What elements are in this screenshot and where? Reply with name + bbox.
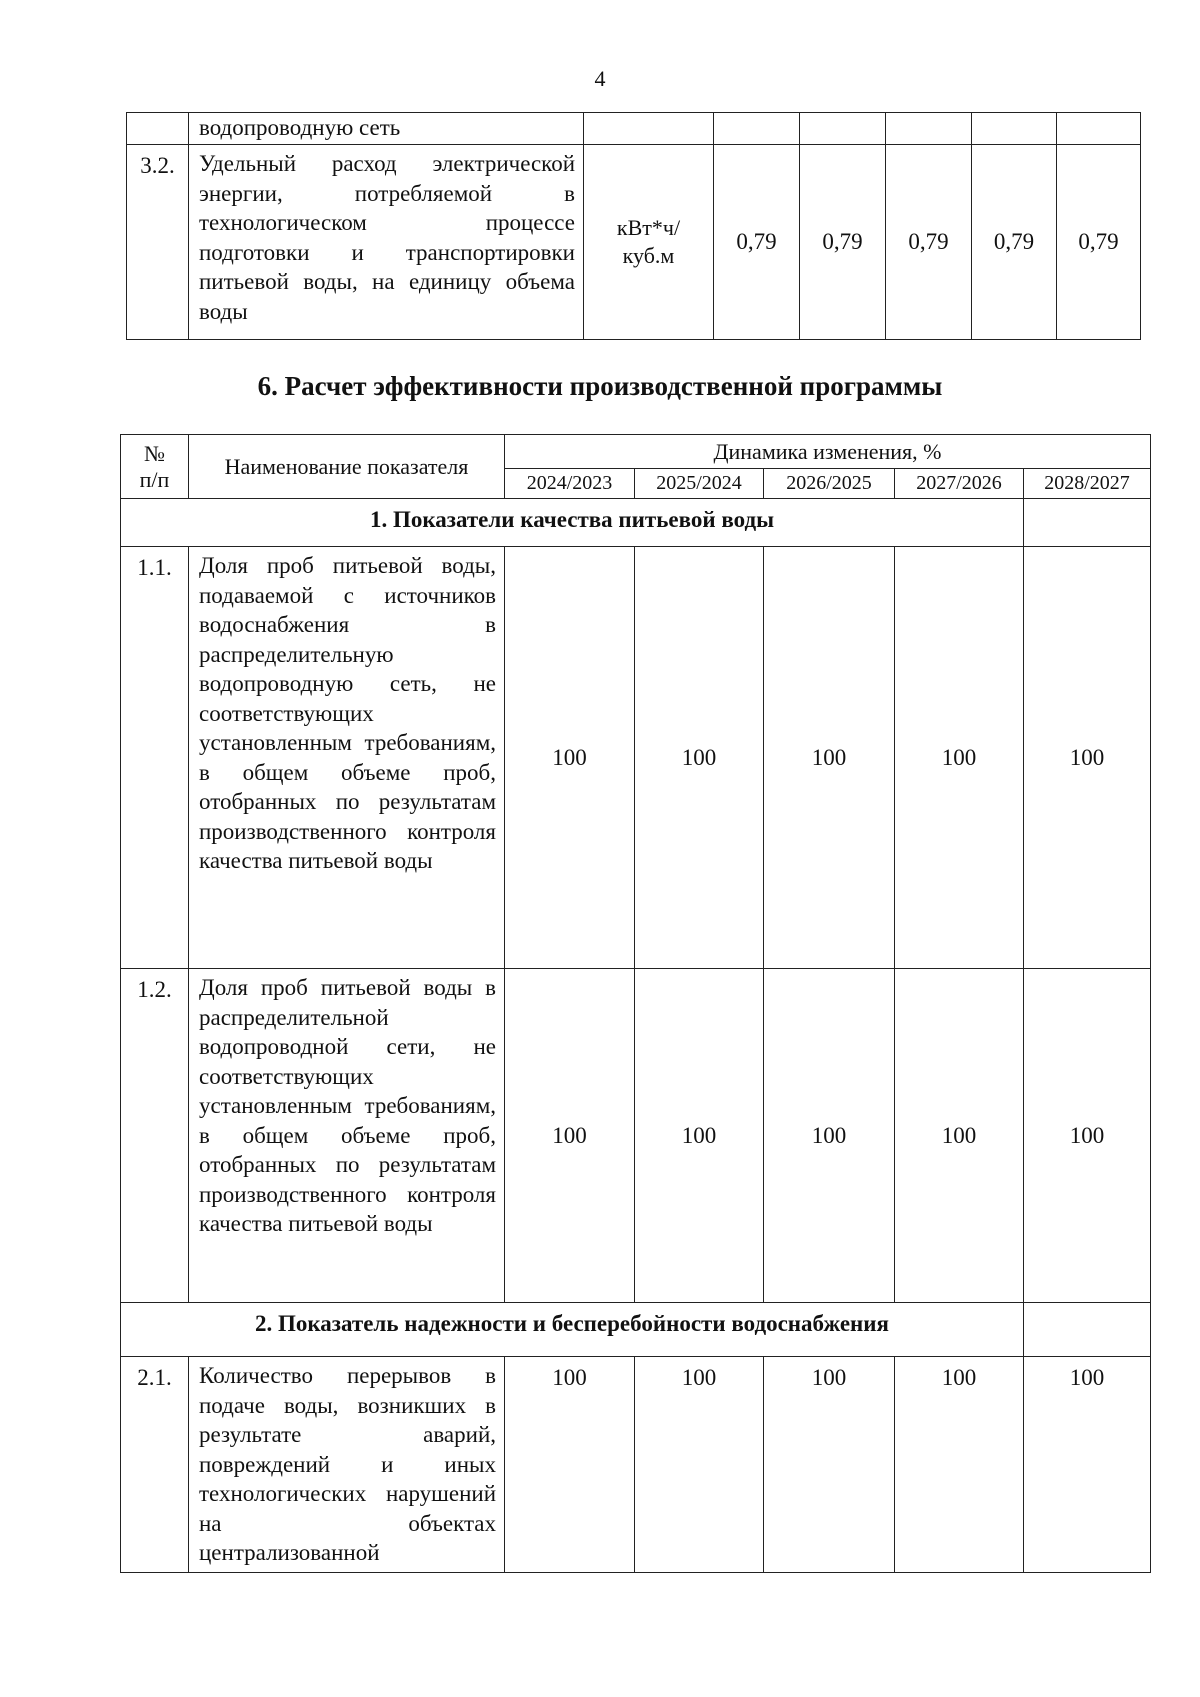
group-title: 1. Показатели качества питьевой воды: [121, 499, 1024, 547]
value-cell: 100: [895, 1357, 1024, 1573]
unit-line2: куб.м: [622, 243, 675, 268]
unit-line1: кВт*ч/: [616, 215, 681, 240]
value-cell: 0,79: [800, 145, 886, 340]
efficiency-table: [120, 434, 1151, 1573]
row-number: 3.2.: [127, 145, 189, 340]
group-header-row: [121, 499, 1151, 547]
group-title: 2. Показатель надежности и бесперебойности водоснабжения: [121, 1303, 1024, 1357]
value-cell: 0,79: [972, 145, 1057, 340]
row-number: 2.1.: [121, 1357, 189, 1573]
header-row: [121, 435, 1151, 469]
value-cell: 100: [895, 547, 1024, 969]
header-dynamics: Динамика изменения, %: [505, 435, 1151, 469]
value-cell: 100: [635, 969, 764, 1303]
row-name: Количество перерывов в подаче воды, возникших в результате аварий, повреждений и иных технологических нарушений на объектах централизованной: [189, 1357, 505, 1573]
header-name: Наименование показателя: [189, 435, 505, 499]
header-year: 2028/2027: [1024, 469, 1151, 499]
value-cell: 100: [505, 969, 635, 1303]
row-name: Доля проб питьевой воды, подаваемой с источников водоснабжения в распределительную водопроводную сеть, не соответствующих установленным требованиям, в общем объеме проб, отобранных по результатам производственного контроля качества питьевой воды: [189, 547, 505, 969]
header-year: 2025/2024: [635, 469, 764, 499]
header-num-line2: п/п: [139, 466, 170, 492]
row-name: Удельный расход электрической энергии, потребляемой в технологическом процессе подготовки и транспортировки питьевой воды, на единицу объема воды: [189, 145, 584, 340]
table-row: [121, 1357, 1151, 1573]
header-year: 2026/2025: [764, 469, 895, 499]
value-cell: 100: [764, 547, 895, 969]
row-number: 1.2.: [121, 969, 189, 1303]
value-cell: 100: [1024, 1357, 1151, 1573]
value-cell: 100: [505, 1357, 635, 1573]
value-cell: 0,79: [714, 145, 800, 340]
header-year: 2024/2023: [505, 469, 635, 499]
row-number: 1.1.: [121, 547, 189, 969]
value-cell: 100: [764, 1357, 895, 1573]
value-cell: 0,79: [1057, 145, 1141, 340]
value-cell: 100: [635, 1357, 764, 1573]
value-cell: 100: [635, 547, 764, 969]
table-row: [127, 113, 1141, 145]
table-row: [121, 969, 1151, 1303]
unit-cell: [584, 145, 714, 340]
header-year: 2027/2026: [895, 469, 1024, 499]
header-num-line1: №: [144, 440, 165, 466]
value-cell: 100: [895, 969, 1024, 1303]
value-cell: 100: [1024, 547, 1151, 969]
indicators-table-continued: [126, 112, 1141, 340]
table-row: [121, 547, 1151, 969]
value-cell: 0,79: [886, 145, 972, 340]
value-cell: 100: [764, 969, 895, 1303]
group-header-row: [121, 1303, 1151, 1357]
section-title: 6. Расчет эффективности производственной программы: [257, 371, 943, 401]
row-name-continuation: водопроводную сеть: [189, 113, 584, 145]
value-cell: 100: [1024, 969, 1151, 1303]
row-name: Доля проб питьевой воды в распределительной водопроводной сети, не соответствующих установленным требованиям, в общем объеме проб, отобранных по результатам производственного контроля качества питьевой воды: [189, 969, 505, 1303]
table-row: [127, 145, 1141, 340]
value-cell: 100: [505, 547, 635, 969]
page-number: 4: [594, 66, 606, 91]
header-num: [121, 435, 189, 499]
